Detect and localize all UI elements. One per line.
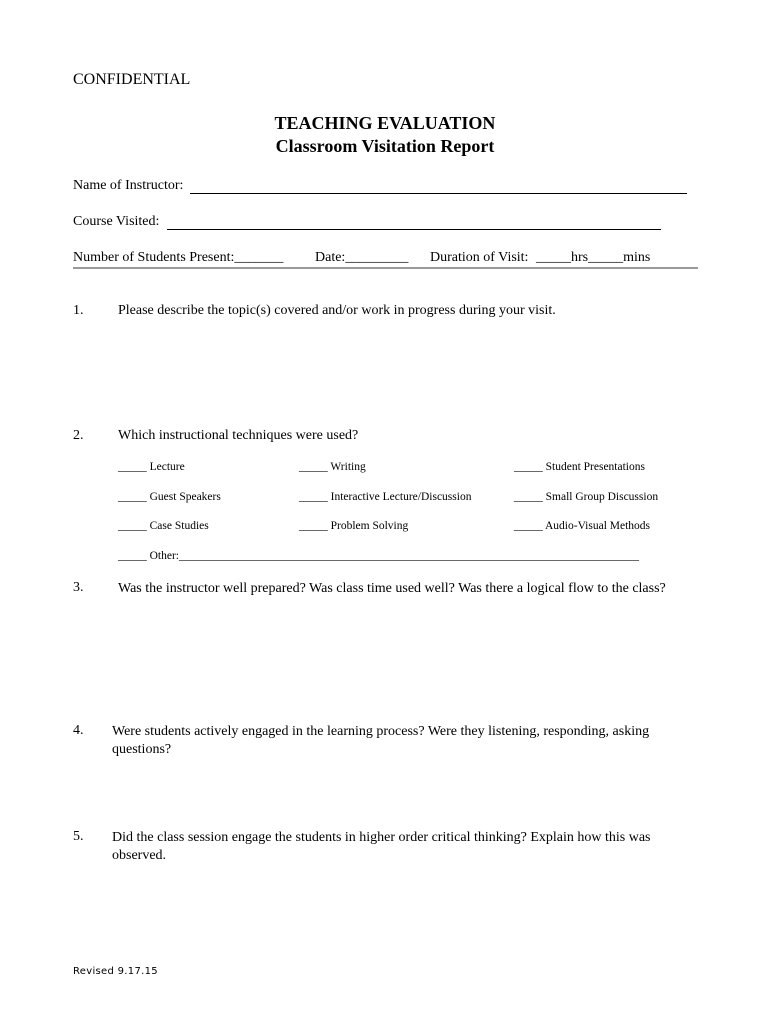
technique-student-presentations[interactable]: _____ Student Presentations bbox=[514, 461, 645, 473]
revised-date: Revised 9.17.15 bbox=[73, 966, 158, 977]
question-4-text: Were students actively engaged in the learning process? Were they listening, responding, asking questions? bbox=[112, 724, 650, 757]
technique-case-studies[interactable]: _____ Case Studies bbox=[118, 520, 209, 532]
date-label[interactable]: Date:_________ bbox=[315, 250, 409, 265]
question-3-text: Was the instructor well prepared? Was class time used well? Was there a logical flow to the class? bbox=[118, 581, 666, 596]
students-present-label[interactable]: Number of Students Present:_______ bbox=[73, 250, 284, 265]
technique-small-group[interactable]: _____ Small Group Discussion bbox=[514, 491, 659, 503]
duration-field[interactable]: _____hrs_____mins bbox=[536, 250, 651, 265]
technique-other[interactable]: _____ Other:________________________________________________________________________________ bbox=[118, 550, 640, 562]
technique-problem-solving[interactable]: _____ Problem Solving bbox=[299, 520, 409, 532]
page-subtitle: Classroom Visitation Report bbox=[275, 136, 495, 156]
technique-guest-speakers[interactable]: _____ Guest Speakers bbox=[118, 491, 221, 503]
page-title: TEACHING EVALUATION bbox=[274, 113, 496, 133]
confidential-label: CONFIDENTIAL bbox=[73, 71, 191, 88]
question-2-text: Which instructional techniques were used? bbox=[118, 428, 359, 443]
separator-line bbox=[73, 266, 698, 269]
question-1-number: 1. bbox=[73, 303, 84, 318]
course-label: Course Visited: bbox=[73, 214, 160, 229]
technique-audio-visual[interactable]: _____ Audio-Visual Methods bbox=[514, 520, 651, 532]
question-4-number: 4. bbox=[73, 723, 84, 738]
duration-label: Duration of Visit: bbox=[430, 250, 529, 265]
technique-interactive-lecture[interactable]: _____ Interactive Lecture/Discussion bbox=[299, 491, 472, 503]
technique-lecture[interactable]: _____ Lecture bbox=[118, 461, 185, 473]
technique-writing[interactable]: _____ Writing bbox=[299, 461, 366, 473]
question-1-text: Please describe the topic(s) covered and/or work in progress during your visit. bbox=[118, 303, 556, 318]
question-5-number: 5. bbox=[73, 829, 84, 844]
question-3-number: 3. bbox=[73, 580, 84, 595]
question-5-text: Did the class session engage the students in higher order critical thinking? Explain how this was observed. bbox=[112, 830, 651, 863]
instructor-label: Name of Instructor: bbox=[73, 178, 184, 193]
course-field[interactable] bbox=[167, 228, 661, 230]
instructor-field[interactable] bbox=[190, 192, 687, 194]
question-2-number: 2. bbox=[73, 428, 84, 443]
